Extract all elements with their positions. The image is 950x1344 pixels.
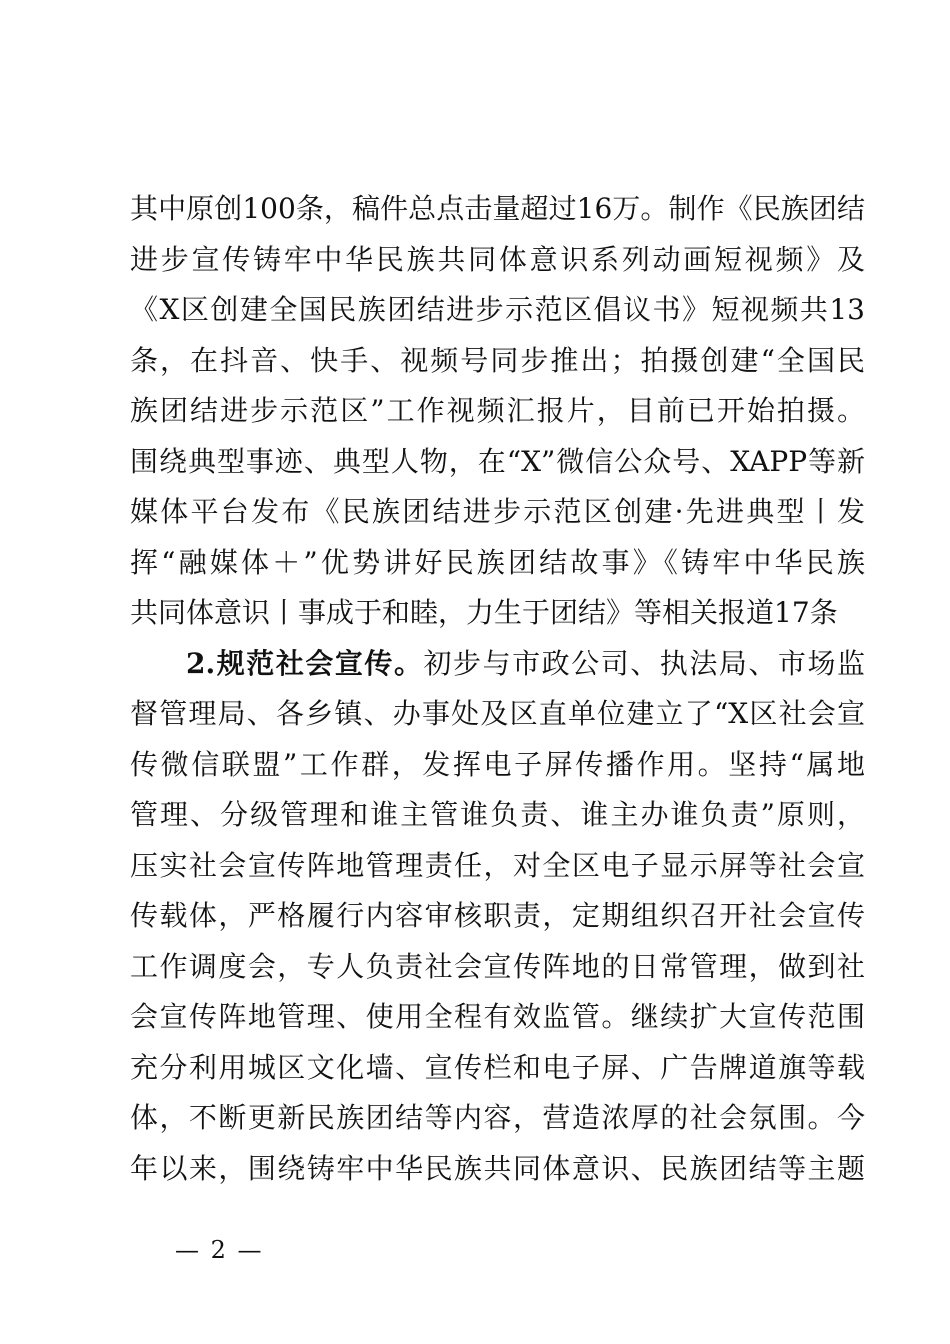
paragraph-2-line-2: 督管理局、各乡镇、办事处及区直单位建立了“X区社会宣 — [130, 697, 865, 730]
paragraph-2-first-line — [130, 639, 865, 690]
paragraph-2-line-7: 工作调度会，专人负责社会宣传阵地的日常管理，做到社 — [130, 949, 865, 983]
document-body — [130, 184, 865, 1194]
paragraph-2-line-6: 传载体，严格履行内容审核职责，定期组织召开社会宣传 — [130, 899, 865, 932]
section-heading: 2.规范社会宣传。 — [186, 646, 424, 680]
paragraph-1-line-4: 条，在抖音、快手、视频号同步推出；拍摄创建“全国民 — [130, 343, 865, 377]
paragraph-2-line-3: 传微信联盟”工作群，发挥电子屏传播作用。坚持“属地 — [130, 747, 865, 781]
paragraph-1-line-3: 《X区创建全国民族团结进步示范区倡议书》短视频共13 — [130, 293, 865, 326]
paragraph-2-line-4: 管理、分级管理和谁主管谁负责、谁主办谁负责”原则， — [130, 798, 865, 831]
paragraph-2-first-line-text: 初步与市政公司、执法局、市场监 — [423, 646, 865, 680]
paragraph-2-line-8: 会宣传阵地管理、使用全程有效监管。继续扩大宣传范围 — [130, 1000, 865, 1033]
paragraph-1-line-2: 进步宣传铸牢中华民族共同体意识系列动画短视频》及 — [130, 242, 865, 276]
page-number: — 2 — — [175, 1236, 264, 1264]
paragraph-1-line-1: 其中原创100条，稿件总点击量超过16万。制作《民族团结 — [130, 192, 865, 225]
paragraph-1-line-7: 媒体平台发布《民族团结进步示范区创建·先进典型丨发 — [130, 495, 865, 528]
paragraph-1-line-9: 共同体意识丨事成于和睦，力生于团结》等相关报道17条 — [130, 596, 838, 629]
paragraph-2-line-10: 体，不断更新民族团结等内容，营造浓厚的社会氛围。今 — [130, 1101, 865, 1134]
paragraph-1-line-6: 围绕典型事迹、典型人物，在“X”微信公众号、XAPP等新 — [130, 444, 865, 478]
paragraph-1-line-8: 挥“融媒体＋”优势讲好民族团结故事》《铸牢中华民族 — [130, 545, 865, 579]
paragraph-2-line-9: 充分利用城区文化墙、宣传栏和电子屏、广告牌道旗等载 — [130, 1050, 865, 1084]
paragraph-2-line-11: 年以来，围绕铸牢中华民族共同体意识、民族团结等主题 — [130, 1151, 865, 1185]
paragraph-2-line-5: 压实社会宣传阵地管理责任，对全区电子显示屏等社会宣 — [130, 848, 865, 882]
paragraph-1-line-5: 族团结进步示范区”工作视频汇报片，目前已开始拍摄。 — [130, 394, 865, 427]
